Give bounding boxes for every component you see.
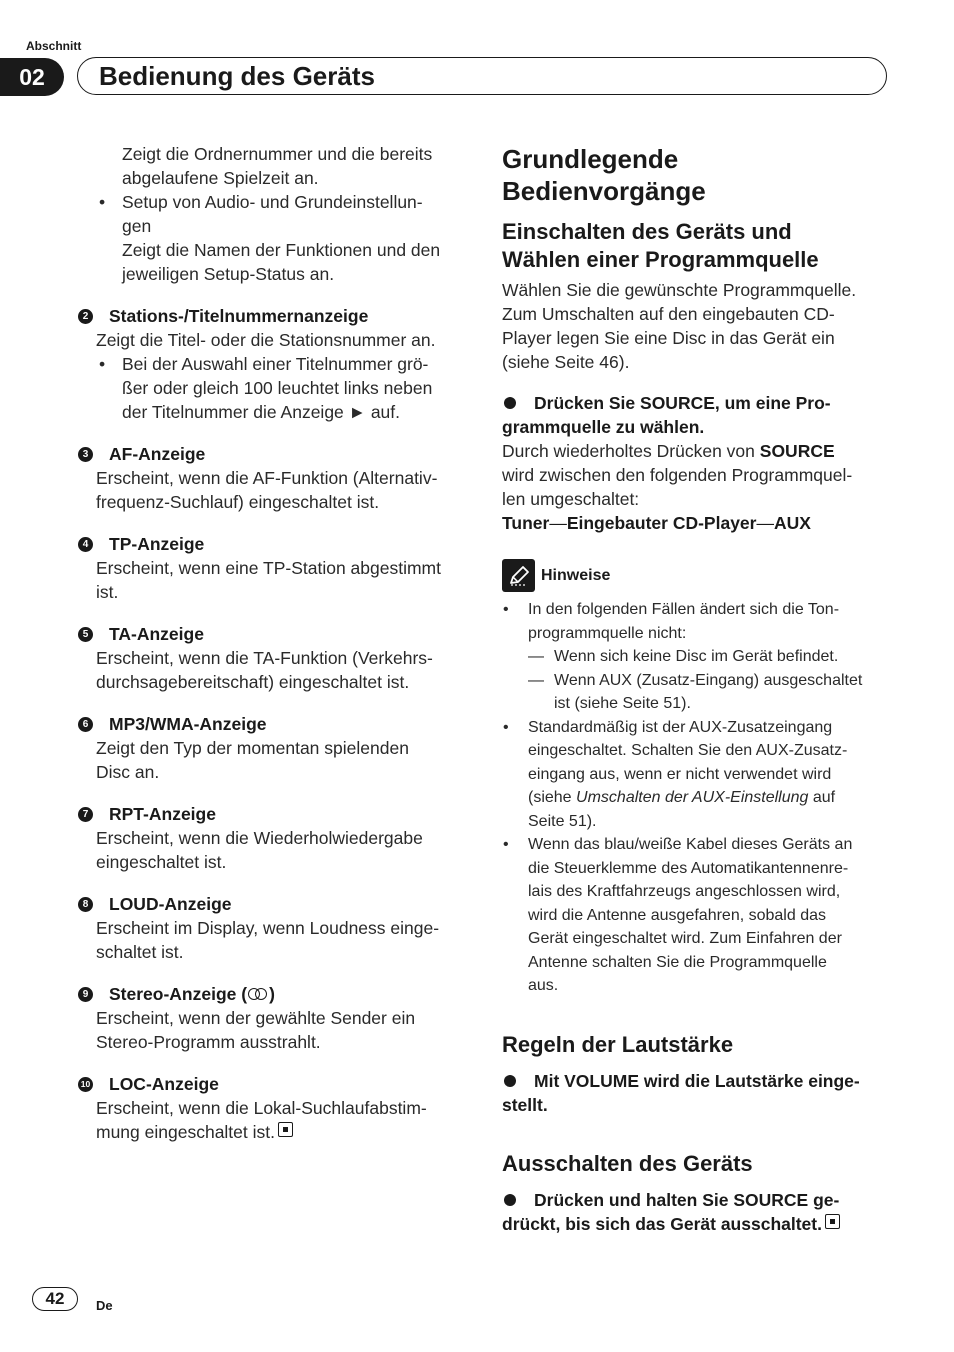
item-desc: Erscheint, wenn die TA-Funktion (Verkehrs- durchsagebereitschaft) eingeschaltet ist. (96, 648, 433, 692)
section-end-icon (278, 1122, 293, 1137)
indicator-item (78, 304, 470, 424)
item-number: 8 (78, 897, 93, 912)
source-sequence: Tuner—Eingebauter CD-Player—AUX (502, 513, 811, 533)
section-end-icon (825, 1214, 840, 1229)
step-source: Drücken Sie SOURCE, um eine Pro- (502, 391, 894, 415)
item-title: LOUD-Anzeige (109, 894, 232, 914)
notes-header (502, 559, 894, 592)
item-number: 3 (78, 447, 93, 462)
item-title: TA-Anzeige (109, 624, 204, 644)
main-heading: Grundlegende Bedienvorgänge (502, 144, 706, 206)
setup-bullet: • Setup von Audio- und Grundeinstellun- gen Zeigt die Namen der Funktionen und den jeweiligen Setup-Status an. (99, 192, 441, 284)
indicator-item (78, 622, 470, 694)
indicator-item (78, 1072, 470, 1144)
item-desc: Erscheint, wenn die Wiederholwiedergabe eingeschaltet ist. (96, 828, 423, 872)
note-item: • Standardmäßig ist der AUX-Zusatzeingang eingeschaltet. Schalten Sie den AUX-Zusatz- eingang aus, wenn er nicht verwendet wird (siehe Umschalten der AUX-Einstellung auf Seite 51). (503, 718, 848, 830)
step-bullet-icon (504, 1075, 516, 1087)
notes-title: Hinweise (541, 566, 611, 584)
indicator-item (78, 892, 470, 964)
step-power-off: Drücken und halten Sie SOURCE ge- (502, 1188, 894, 1212)
stereo-icon (248, 988, 268, 1001)
item-desc: Zeigt den Typ der momentan spielenden Disc an. (96, 738, 409, 782)
note-item: • In den folgenden Fällen ändert sich die Ton- programmquelle nicht: (503, 601, 840, 642)
source-cycle-text: Durch wiederholtes Drücken von SOURCE wird zwischen den folgenden Programmquel- len umgeschaltet: (502, 441, 853, 509)
item-title: MP3/WMA-Anzeige (109, 714, 267, 734)
indicator-item (78, 442, 470, 514)
item-desc: Erscheint, wenn eine TP-Station abgestimmt ist. (96, 558, 441, 602)
item-desc: Erscheint, wenn die AF-Funktion (Alternativ- frequenz-Suchlauf) eingeschaltet ist. (96, 468, 438, 512)
step-volume-cont: stellt. (502, 1094, 548, 1115)
left-column (78, 142, 470, 1144)
language-code: De (96, 1298, 113, 1313)
note-subitem: — Wenn sich keine Disc im Gerät befindet. (528, 648, 839, 665)
note-subitem: — Wenn AUX (Zusatz-Eingang) ausgeschaltet ist (siehe Seite 51). (528, 671, 863, 712)
notes-list (502, 598, 894, 998)
section-number: 02 (0, 58, 64, 96)
item-number: 4 (78, 537, 93, 552)
item-title: LOC-Anzeige (109, 1074, 219, 1094)
indicator-item (78, 802, 470, 874)
item-number: 7 (78, 807, 93, 822)
item-title: AF-Anzeige (109, 444, 206, 464)
item-desc: Erscheint im Display, wenn Loudness einge- schaltet ist. (96, 918, 440, 962)
item-title: RPT-Anzeige (109, 804, 216, 824)
step-bullet-icon (504, 397, 516, 409)
item-desc: Erscheint, wenn der gewählte Sender ein Stereo-Programm ausstrahlt. (96, 1008, 416, 1052)
section-label: Abschnitt (26, 39, 82, 53)
item-title: Stereo-Anzeige ( ) (109, 984, 275, 1004)
indicator-item (78, 982, 470, 1054)
step-power-off-cont: drückt, bis sich das Gerät ausschaltet. (502, 1212, 894, 1236)
intro-text: Zeigt die Ordnernummer und die bereits abgelaufene Spielzeit an. (122, 144, 433, 188)
item-bullet: • Bei der Auswahl einer Titelnummer grö- ßer oder gleich 100 leuchtet links neben der Titelnummer die Anzeige ► auf. (99, 354, 433, 422)
subheading-power-on: Einschalten des Geräts und Wählen einer Programmquelle (502, 219, 819, 272)
indicator-item (78, 712, 470, 784)
section-title: Bedienung des Geräts (99, 61, 375, 91)
source-intro: Wählen Sie die gewünschte Programmquelle. Zum Umschalten auf den eingebauten CD- Player legen Sie eine Disc in das Gerät ein (siehe Seite 46). (502, 280, 857, 372)
item-number: 9 (78, 987, 93, 1002)
subheading-power-off: Ausschalten des Geräts (502, 1150, 753, 1176)
item-desc: Erscheint, wenn die Lokal-Suchlaufabstim- mung eingeschaltet ist. (96, 1098, 427, 1142)
section-title-box (77, 57, 887, 95)
item-desc: Zeigt die Titel- oder die Stationsnummer an. (96, 330, 436, 350)
item-title: Stations-/Titelnummernanzeige (109, 306, 369, 326)
item-title: TP-Anzeige (109, 534, 205, 554)
pencil-icon (502, 559, 535, 592)
indicator-item (78, 532, 470, 604)
step-bullet-icon (504, 1194, 516, 1206)
right-column (502, 143, 894, 1236)
step-source-cont: grammquelle zu wählen. (502, 417, 705, 437)
item-number: 10 (78, 1077, 93, 1092)
page-number: 42 (32, 1287, 78, 1311)
subheading-volume: Regeln der Lautstärke (502, 1031, 734, 1057)
note-item: • Wenn das blau/weiße Kabel dieses Geräts an die Steuerklemme des Automatikantennenre- lais des Kraftfahrzeugs angeschlossen wird, wird die Antenne ausgefahren, sobald das Gerät eingeschaltet wird. Zum Einfahren der Antenne schalten Sie die Programmquelle aus. (503, 836, 853, 994)
item-number: 2 (78, 309, 93, 324)
item-number: 6 (78, 717, 93, 732)
item-number: 5 (78, 627, 93, 642)
step-volume: Mit VOLUME wird die Lautstärke einge- (502, 1069, 894, 1093)
